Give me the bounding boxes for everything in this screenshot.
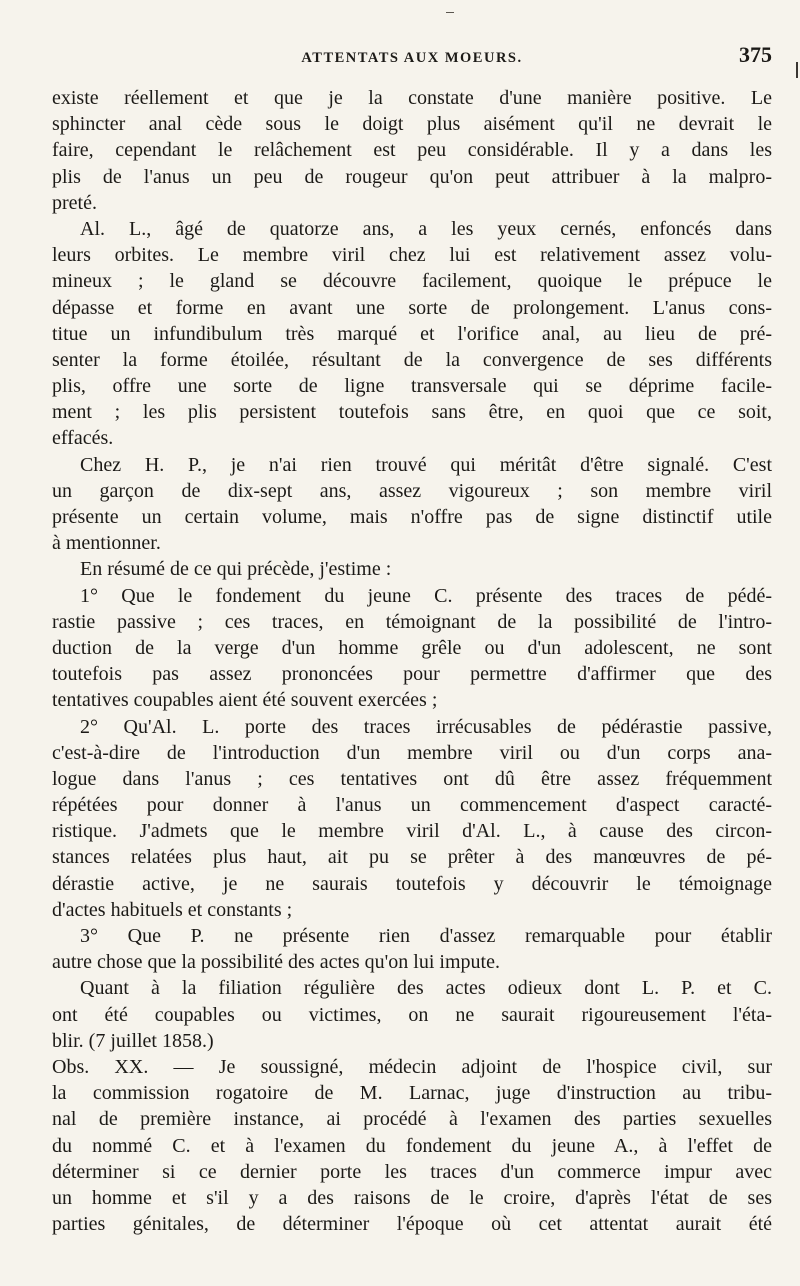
- ink-mark: [446, 12, 454, 13]
- text-line: 2° Qu'Al. L. porte des traces irrécusables de pédérastie passive,: [80, 715, 772, 738]
- text-line: nal de première instance, ai procédé à l'examen des parties sexuelles: [52, 1108, 772, 1131]
- text-line: logue dans l'anus ; ces tentatives ont dû être assez fréquemment: [52, 767, 772, 790]
- text-line: toutefois pas assez prononcées pour permettre d'affirmer que des: [52, 663, 772, 686]
- text-line: dérastie active, je ne saurais toutefois y découvrir le témoignage: [52, 872, 772, 895]
- text-line: autre chose que la possibilité des actes qu'on lui impute.: [52, 951, 500, 974]
- text-line: mineux ; le gland se découvre facilement, quoique le prépuce le: [52, 270, 772, 293]
- page-header: [52, 42, 772, 74]
- text-line: tentatives coupables aient été souvent exercées ;: [52, 689, 438, 712]
- text-line: Al. L., âgé de quatorze ans, a les yeux cernés, enfoncés dans: [80, 217, 772, 240]
- text-line: stances relatées plus haut, ait pu se prêter à des manœuvres de pé-: [52, 846, 772, 869]
- text-line: existe réellement et que je la constate d'une manière positive. Le: [52, 87, 772, 109]
- text-line: En résumé de ce qui précède, j'estime :: [80, 558, 392, 581]
- text-line: 1° Que le fondement du jeune C. présente des traces de pédé-: [80, 584, 772, 607]
- text-line: sphincter anal cède sous le doigt plus aisément qu'il ne devrait le: [52, 113, 772, 136]
- text-line: ont été coupables ou victimes, on ne saurait rigoureusement l'éta-: [52, 1003, 772, 1026]
- margin-mark: [796, 62, 798, 78]
- text-line: ristique. J'admets que le membre viril d'Al. L., à cause des circon-: [52, 820, 772, 843]
- page-number: 375: [739, 42, 772, 67]
- text-line: leurs orbites. Le membre viril chez lui est relativement assez volu-: [52, 244, 772, 267]
- text-line: titue un infundibulum très marqué et l'orifice anal, au lieu de pré-: [52, 322, 772, 345]
- text-line: senter la forme étoilée, résultant de la convergence de ses différents: [52, 348, 772, 371]
- text-line: dépasse et forme en avant une sorte de prolongement. L'anus cons-: [52, 296, 772, 319]
- text-line: un garçon de dix-sept ans, assez vigoureux ; son membre viril: [52, 479, 772, 502]
- text-line: répétées pour donner à l'anus un commencement d'aspect caracté-: [52, 794, 772, 817]
- text-line: Quant à la filiation régulière des actes odieux dont L. P. et C.: [80, 977, 772, 1000]
- text-line: présente un certain volume, mais n'offre pas de signe distinctif utile: [52, 506, 772, 528]
- text-line: faire, cependant le relâchement est peu considérable. Il y a dans les: [52, 139, 772, 162]
- text-line: rastie passive ; ces traces, en témoignant de la possibilité de l'intro-: [52, 610, 772, 633]
- text-line: à mentionner.: [52, 532, 161, 555]
- text-line: duction de la verge d'un homme grêle ou d'un adolescent, ne sont: [52, 636, 772, 659]
- text-line: 3° Que P. ne présente rien d'assez remarquable pour établir: [80, 925, 772, 947]
- text-line: d'actes habituels et constants ;: [52, 898, 293, 921]
- body-text: [52, 85, 772, 1237]
- text-line: Chez H. P., je n'ai rien trouvé qui méritât d'être signalé. C'est: [80, 453, 772, 476]
- text-line: un homme et s'il y a des raisons de le croire, d'après l'état de ses: [52, 1186, 772, 1209]
- text-line: la commission rogatoire de M. Larnac, juge d'instruction au tribu-: [52, 1082, 772, 1105]
- text-line: plis de l'anus un peu de rougeur qu'on peut attribuer à la malpro-: [52, 165, 772, 188]
- text-line: blir. (7 juillet 1858.): [52, 1029, 214, 1052]
- running-head: ATTENTATS AUX MOEURS.: [301, 50, 523, 66]
- text-line: déterminer si ce dernier porte les traces d'un commerce impur avec: [52, 1160, 772, 1183]
- text-line: effacés.: [52, 427, 114, 450]
- text-line: plis, offre une sorte de ligne transversale qui se déprime facile-: [52, 375, 772, 398]
- text-line: c'est-à-dire de l'introduction d'un membre viril ou d'un corps ana-: [52, 741, 772, 764]
- text-line: preté.: [52, 191, 97, 214]
- text-line: Obs. XX. — Je soussigné, médecin adjoint de l'hospice civil, sur: [52, 1055, 772, 1078]
- text-line: parties génitales, de déterminer l'époque où cet attentat aurait été: [52, 1213, 772, 1236]
- text-line: ment ; les plis persistent toutefois sans être, en quoi que ce soit,: [52, 401, 772, 424]
- text-line: du nommé C. et à l'examen du fondement du jeune A., à l'effet de: [52, 1134, 772, 1157]
